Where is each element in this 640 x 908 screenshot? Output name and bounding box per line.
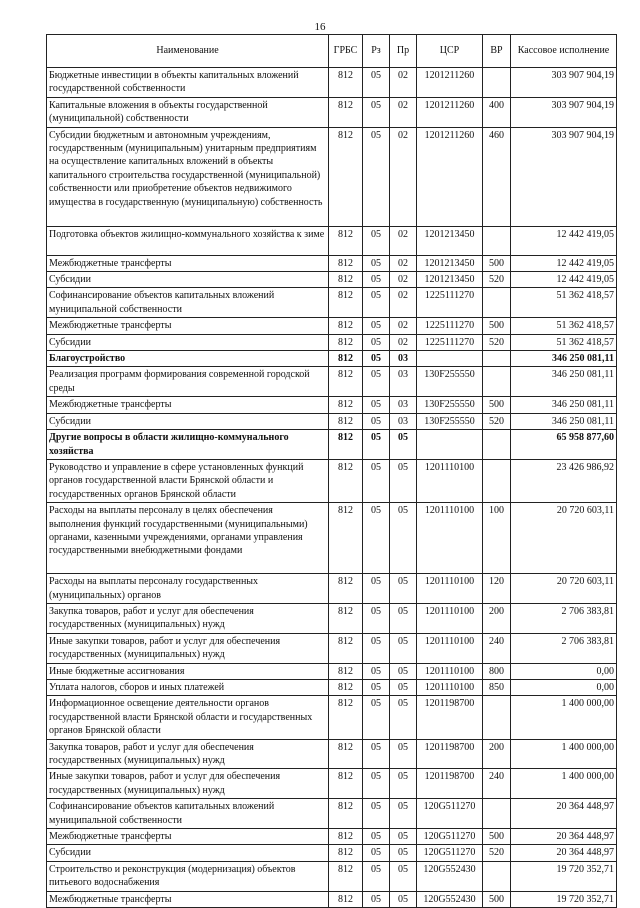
cell-amount: 23 426 986,92	[511, 459, 617, 502]
cell-pr: 03	[390, 367, 417, 397]
cell-pr: 05	[390, 574, 417, 604]
cell-name: Межбюджетные трансферты	[47, 255, 329, 271]
cell-pr: 02	[390, 288, 417, 318]
cell-csr: 120G511270	[417, 829, 483, 845]
cell-rz: 05	[363, 633, 390, 663]
cell-csr: 130F255550	[417, 413, 483, 429]
table-row	[47, 679, 617, 695]
cell-pr: 02	[390, 68, 417, 98]
cell-name: Субсидии	[47, 413, 329, 429]
table-row	[47, 226, 617, 255]
cell-pr: 02	[390, 226, 417, 255]
table-row	[47, 127, 617, 226]
cell-name: Бюджетные инвестиции в объекты капитальных вложений государственной собственности	[47, 68, 329, 98]
cell-csr: 1201211260	[417, 127, 483, 226]
cell-vr: 240	[483, 769, 511, 799]
cell-rz: 05	[363, 413, 390, 429]
table-row	[47, 829, 617, 845]
cell-pr: 05	[390, 845, 417, 861]
table-row	[47, 574, 617, 604]
cell-pr: 05	[390, 633, 417, 663]
cell-pr: 05	[390, 679, 417, 695]
table-row	[47, 739, 617, 769]
cell-name: Информационное освещение деятельности органов государственной власти Брянской области и государственных органов Брянской области	[47, 696, 329, 739]
cell-vr: 500	[483, 397, 511, 413]
cell-grbs: 812	[329, 679, 363, 695]
cell-grbs: 812	[329, 459, 363, 502]
cell-pr: 05	[390, 891, 417, 907]
cell-pr: 03	[390, 397, 417, 413]
cell-vr: 850	[483, 679, 511, 695]
cell-amount: 2 706 383,81	[511, 603, 617, 633]
cell-csr: 130F255550	[417, 367, 483, 397]
cell-pr: 03	[390, 351, 417, 367]
cell-pr: 03	[390, 413, 417, 429]
cell-name: Межбюджетные трансферты	[47, 829, 329, 845]
header-pr: Пр	[390, 35, 417, 68]
cell-vr: 520	[483, 272, 511, 288]
table-row	[47, 334, 617, 350]
cell-name: Межбюджетные трансферты	[47, 318, 329, 334]
cell-grbs: 812	[329, 829, 363, 845]
cell-amount: 1 400 000,00	[511, 696, 617, 739]
cell-pr: 05	[390, 696, 417, 739]
cell-csr: 1225111270	[417, 288, 483, 318]
cell-vr	[483, 226, 511, 255]
cell-grbs: 812	[329, 799, 363, 829]
cell-csr: 1201211260	[417, 68, 483, 98]
cell-pr: 02	[390, 97, 417, 127]
cell-pr: 05	[390, 459, 417, 502]
cell-vr: 800	[483, 663, 511, 679]
cell-grbs: 812	[329, 603, 363, 633]
cell-csr: 120G511270	[417, 799, 483, 829]
cell-pr: 05	[390, 769, 417, 799]
table-row	[47, 318, 617, 334]
cell-name: Иные бюджетные ассигнования	[47, 663, 329, 679]
budget-table	[46, 34, 617, 908]
cell-name: Расходы на выплаты персоналу в целях обеспечения выполнения функций государственными (муниципальными) органами, казенными учреждениями, органами управления государственными внебюджетными фондами	[47, 503, 329, 574]
cell-amount: 20 364 448,97	[511, 829, 617, 845]
cell-vr	[483, 861, 511, 891]
cell-rz: 05	[363, 603, 390, 633]
cell-csr: 120G552430	[417, 861, 483, 891]
cell-name: Подготовка объектов жилищно-коммунального хозяйства к зиме	[47, 226, 329, 255]
cell-grbs: 812	[329, 288, 363, 318]
cell-grbs: 812	[329, 430, 363, 460]
table-row	[47, 413, 617, 429]
cell-pr: 05	[390, 603, 417, 633]
cell-rz: 05	[363, 845, 390, 861]
cell-amount: 51 362 418,57	[511, 288, 617, 318]
cell-pr: 02	[390, 255, 417, 271]
cell-grbs: 812	[329, 351, 363, 367]
cell-vr: 500	[483, 318, 511, 334]
cell-amount: 2 706 383,81	[511, 633, 617, 663]
cell-grbs: 812	[329, 272, 363, 288]
page-number: 16	[314, 21, 326, 33]
header-name: Наименование	[47, 35, 329, 68]
cell-amount: 20 364 448,97	[511, 799, 617, 829]
cell-amount: 303 907 904,19	[511, 97, 617, 127]
cell-name: Расходы на выплаты персоналу государственных (муниципальных) органов	[47, 574, 329, 604]
cell-rz: 05	[363, 334, 390, 350]
table-row	[47, 68, 617, 98]
table-row	[47, 891, 617, 907]
cell-pr: 05	[390, 799, 417, 829]
cell-rz: 05	[363, 288, 390, 318]
table-row	[47, 845, 617, 861]
cell-name: Руководство и управление в сфере установленных функций органов государственной власти Брянской области и государственных органов Брянской области	[47, 459, 329, 502]
cell-csr: 1201198700	[417, 696, 483, 739]
cell-name: Закупка товаров, работ и услуг для обеспечения государственных (муниципальных) нужд	[47, 739, 329, 769]
cell-name: Уплата налогов, сборов и иных платежей	[47, 679, 329, 695]
cell-grbs: 812	[329, 334, 363, 350]
cell-grbs: 812	[329, 891, 363, 907]
cell-vr: 520	[483, 334, 511, 350]
cell-rz: 05	[363, 226, 390, 255]
header-rz: Рз	[363, 35, 390, 68]
header-grbs: ГРБС	[329, 35, 363, 68]
cell-csr	[417, 430, 483, 460]
cell-amount: 19 720 352,71	[511, 861, 617, 891]
cell-amount: 65 958 877,60	[511, 430, 617, 460]
cell-amount: 20 720 603,11	[511, 503, 617, 574]
cell-rz: 05	[363, 318, 390, 334]
cell-vr: 240	[483, 633, 511, 663]
table-row	[47, 351, 617, 367]
cell-grbs: 812	[329, 845, 363, 861]
cell-grbs: 812	[329, 367, 363, 397]
cell-csr: 1201110100	[417, 603, 483, 633]
cell-grbs: 812	[329, 255, 363, 271]
cell-grbs: 812	[329, 739, 363, 769]
cell-vr	[483, 459, 511, 502]
cell-pr: 05	[390, 861, 417, 891]
cell-rz: 05	[363, 503, 390, 574]
cell-amount: 1 400 000,00	[511, 739, 617, 769]
header-csr: ЦСР	[417, 35, 483, 68]
table-body	[47, 68, 617, 908]
cell-vr: 100	[483, 503, 511, 574]
cell-name: Иные закупки товаров, работ и услуг для обеспечения государственных (муниципальных) нужд	[47, 633, 329, 663]
cell-csr: 120G552430	[417, 891, 483, 907]
cell-vr: 520	[483, 845, 511, 861]
cell-csr: 1201110100	[417, 663, 483, 679]
cell-csr: 1201213450	[417, 255, 483, 271]
cell-rz: 05	[363, 696, 390, 739]
table-row	[47, 861, 617, 891]
cell-pr: 02	[390, 272, 417, 288]
table-row	[47, 633, 617, 663]
cell-rz: 05	[363, 574, 390, 604]
cell-csr: 1201211260	[417, 97, 483, 127]
cell-vr	[483, 799, 511, 829]
cell-name: Софинансирование объектов капитальных вложений муниципальной собственности	[47, 799, 329, 829]
cell-vr	[483, 367, 511, 397]
cell-name: Строительство и реконструкция (модернизация) объектов питьевого водоснабжения	[47, 861, 329, 891]
table-row	[47, 288, 617, 318]
cell-vr: 500	[483, 891, 511, 907]
cell-csr	[417, 351, 483, 367]
cell-amount: 303 907 904,19	[511, 68, 617, 98]
table-row	[47, 430, 617, 460]
header-vr: ВР	[483, 35, 511, 68]
cell-name: Реализация программ формирования современной городской среды	[47, 367, 329, 397]
cell-csr: 1201110100	[417, 459, 483, 502]
cell-name: Межбюджетные трансферты	[47, 891, 329, 907]
cell-vr	[483, 68, 511, 98]
cell-rz: 05	[363, 891, 390, 907]
cell-pr: 02	[390, 318, 417, 334]
cell-vr: 200	[483, 603, 511, 633]
table-row	[47, 97, 617, 127]
cell-csr: 1201110100	[417, 503, 483, 574]
cell-amount: 346 250 081,11	[511, 351, 617, 367]
cell-name: Субсидии бюджетным и автономным учреждениям, государственным (муниципальным) унитарным предприятиям на осуществление капитальных вложений в объекты капитального строительства государственной (муниципальной) собственности или приобретение объектов недвижимого имущества в государственную (муниципальную) собственность	[47, 127, 329, 226]
cell-amount: 51 362 418,57	[511, 318, 617, 334]
table-row	[47, 503, 617, 574]
cell-grbs: 812	[329, 318, 363, 334]
table-row	[47, 769, 617, 799]
table-row	[47, 367, 617, 397]
table-row	[47, 272, 617, 288]
cell-grbs: 812	[329, 97, 363, 127]
cell-name: Субсидии	[47, 845, 329, 861]
cell-name: Капитальные вложения в объекты государственной (муниципальной) собственности	[47, 97, 329, 127]
table-row	[47, 663, 617, 679]
cell-csr: 120G511270	[417, 845, 483, 861]
cell-name: Благоустройство	[47, 351, 329, 367]
cell-csr: 1201213450	[417, 272, 483, 288]
table-header-row	[47, 35, 617, 68]
cell-pr: 02	[390, 334, 417, 350]
cell-vr	[483, 351, 511, 367]
cell-amount: 19 720 352,71	[511, 891, 617, 907]
cell-rz: 05	[363, 430, 390, 460]
cell-csr: 1225111270	[417, 318, 483, 334]
cell-amount: 20 364 448,97	[511, 845, 617, 861]
cell-name: Межбюджетные трансферты	[47, 397, 329, 413]
table-row	[47, 255, 617, 271]
cell-amount: 346 250 081,11	[511, 413, 617, 429]
cell-rz: 05	[363, 679, 390, 695]
cell-pr: 02	[390, 127, 417, 226]
cell-grbs: 812	[329, 397, 363, 413]
table-row	[47, 459, 617, 502]
cell-rz: 05	[363, 459, 390, 502]
cell-vr: 500	[483, 829, 511, 845]
cell-rz: 05	[363, 861, 390, 891]
cell-grbs: 812	[329, 769, 363, 799]
cell-name: Субсидии	[47, 272, 329, 288]
cell-csr: 1201198700	[417, 739, 483, 769]
cell-amount: 12 442 419,05	[511, 272, 617, 288]
cell-pr: 05	[390, 663, 417, 679]
cell-csr: 130F255550	[417, 397, 483, 413]
cell-vr	[483, 430, 511, 460]
cell-grbs: 812	[329, 226, 363, 255]
cell-csr: 1201110100	[417, 574, 483, 604]
table-row	[47, 696, 617, 739]
cell-amount: 20 720 603,11	[511, 574, 617, 604]
cell-name: Закупка товаров, работ и услуг для обеспечения государственных (муниципальных) нужд	[47, 603, 329, 633]
cell-name: Другие вопросы в области жилищно-коммунального хозяйства	[47, 430, 329, 460]
cell-grbs: 812	[329, 574, 363, 604]
cell-csr: 1201110100	[417, 679, 483, 695]
cell-csr: 1201110100	[417, 633, 483, 663]
cell-rz: 05	[363, 97, 390, 127]
cell-amount: 51 362 418,57	[511, 334, 617, 350]
cell-rz: 05	[363, 127, 390, 226]
cell-amount: 0,00	[511, 679, 617, 695]
cell-rz: 05	[363, 739, 390, 769]
header-amount: Кассовое исполнение	[511, 35, 617, 68]
cell-rz: 05	[363, 829, 390, 845]
cell-grbs: 812	[329, 503, 363, 574]
cell-rz: 05	[363, 68, 390, 98]
cell-grbs: 812	[329, 696, 363, 739]
cell-vr	[483, 696, 511, 739]
cell-amount: 346 250 081,11	[511, 397, 617, 413]
cell-grbs: 812	[329, 663, 363, 679]
cell-name: Субсидии	[47, 334, 329, 350]
cell-name: Софинансирование объектов капитальных вложений муниципальной собственности	[47, 288, 329, 318]
cell-vr: 400	[483, 97, 511, 127]
cell-vr: 500	[483, 255, 511, 271]
cell-pr: 05	[390, 503, 417, 574]
cell-amount: 0,00	[511, 663, 617, 679]
cell-rz: 05	[363, 769, 390, 799]
cell-grbs: 812	[329, 633, 363, 663]
cell-amount: 303 907 904,19	[511, 127, 617, 226]
cell-vr: 200	[483, 739, 511, 769]
cell-vr: 460	[483, 127, 511, 226]
cell-pr: 05	[390, 829, 417, 845]
cell-vr: 120	[483, 574, 511, 604]
cell-pr: 05	[390, 739, 417, 769]
cell-amount: 1 400 000,00	[511, 769, 617, 799]
cell-rz: 05	[363, 367, 390, 397]
table-row	[47, 799, 617, 829]
cell-rz: 05	[363, 351, 390, 367]
cell-amount: 346 250 081,11	[511, 367, 617, 397]
cell-rz: 05	[363, 397, 390, 413]
cell-amount: 12 442 419,05	[511, 255, 617, 271]
cell-amount: 12 442 419,05	[511, 226, 617, 255]
cell-grbs: 812	[329, 68, 363, 98]
table-row	[47, 603, 617, 633]
cell-csr: 1201198700	[417, 769, 483, 799]
cell-rz: 05	[363, 255, 390, 271]
cell-csr: 1201213450	[417, 226, 483, 255]
cell-pr: 05	[390, 430, 417, 460]
cell-grbs: 812	[329, 127, 363, 226]
cell-grbs: 812	[329, 861, 363, 891]
cell-csr: 1225111270	[417, 334, 483, 350]
table-row	[47, 397, 617, 413]
cell-vr: 520	[483, 413, 511, 429]
cell-name: Иные закупки товаров, работ и услуг для обеспечения государственных (муниципальных) нужд	[47, 769, 329, 799]
cell-rz: 05	[363, 663, 390, 679]
cell-vr	[483, 288, 511, 318]
cell-rz: 05	[363, 272, 390, 288]
cell-rz: 05	[363, 799, 390, 829]
cell-grbs: 812	[329, 413, 363, 429]
